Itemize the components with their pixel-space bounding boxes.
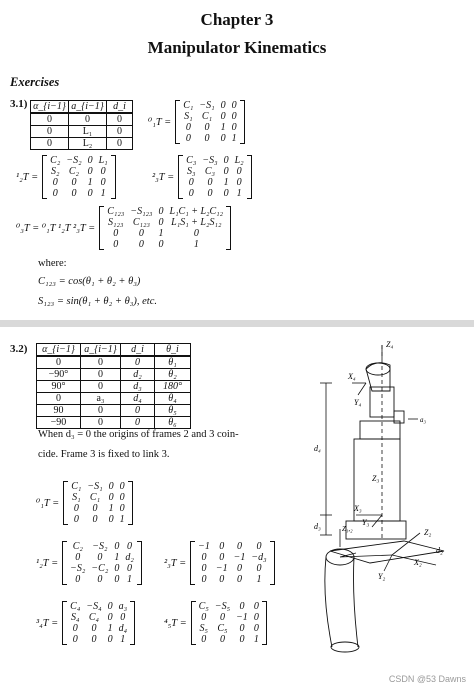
matrix-cell: 0 <box>108 481 114 492</box>
matrix-row <box>195 574 269 585</box>
matrix-cell: 0 <box>201 552 207 563</box>
table-row <box>37 356 191 369</box>
matrix-row <box>180 122 239 133</box>
matrix-body <box>63 481 132 525</box>
matrix-cell: −S₄ <box>86 601 102 612</box>
note-line-1: When d₃ = 0 the origins of frames 2 and 3 coin- <box>38 429 239 440</box>
matrix-cell: 0 <box>52 177 58 188</box>
matrix-cell: 0 <box>52 188 58 199</box>
matrix-cell: 0 <box>71 177 77 188</box>
matrix-row <box>68 481 127 492</box>
matrix-cell: 0 <box>87 155 93 166</box>
label-d2: d₂ <box>436 546 443 555</box>
matrix-row <box>180 111 239 122</box>
matrix-cell: C₂ <box>72 541 83 552</box>
matrix-cell: 0 <box>204 133 210 144</box>
matrix-cell: 0 <box>188 188 194 199</box>
matrix-cell: 0 <box>239 634 245 645</box>
matrix-cell: C₃ <box>186 155 197 166</box>
matrix-cell: 0 <box>207 188 213 199</box>
matrix-row <box>104 206 226 217</box>
matrix-cell: 0 <box>231 122 237 133</box>
matrix-cell: C₄ <box>88 612 100 623</box>
matrix-cell: 0 <box>220 133 226 144</box>
matrix-t12 <box>16 155 116 199</box>
matrix-cell: 0 <box>119 492 125 503</box>
matrix-cell: 0 <box>120 612 126 623</box>
matrix-cell: 0 <box>113 239 119 250</box>
base-column <box>325 557 358 647</box>
matrix-row <box>47 166 110 177</box>
chapter-number: Chapter 3 <box>200 10 274 29</box>
matrix-cell: 0 <box>100 166 106 177</box>
matrix-cell: 0 <box>73 514 79 525</box>
matrix-body <box>175 100 244 144</box>
matrix-cell: 1 <box>223 177 229 188</box>
matrix-cell: −1 <box>233 552 246 563</box>
matrix-t03 <box>16 206 231 250</box>
dh-cell: d₄ <box>121 393 155 405</box>
matrix-row <box>183 166 246 177</box>
matrix-cell: 0 <box>253 601 259 612</box>
matrix-cell: 0 <box>107 634 113 645</box>
matrix-body <box>191 601 267 645</box>
matrix-cell: 0 <box>127 541 133 552</box>
dh-cell: 0 <box>107 126 133 138</box>
matrix-cell: −d₃ <box>251 552 267 563</box>
matrix-cell: 0 <box>201 574 207 585</box>
matrix-lhs: ⁰₁T = <box>148 117 172 128</box>
matrix-cell: 0 <box>201 634 207 645</box>
matrix-row <box>47 177 110 188</box>
matrix-cell: −S₂ <box>70 563 86 574</box>
matrix-row <box>195 563 269 574</box>
matrix-row <box>68 514 127 525</box>
chapter-title: Manipulator Kinematics <box>147 38 327 57</box>
matrix-cell: 0 <box>97 574 103 585</box>
matrix-body <box>178 155 251 199</box>
matrix-cell: 0 <box>253 612 259 623</box>
dh-cell: θ₂ <box>155 369 191 381</box>
matrix-cell: 0 <box>237 574 243 585</box>
matrix-cell: 0 <box>75 574 81 585</box>
table-row <box>31 126 133 138</box>
matrix-cell: −C₂ <box>91 563 109 574</box>
matrix-cell: L₁S₁ + L₂S₁₂ <box>171 217 222 228</box>
matrix-cell: C₅ <box>198 601 209 612</box>
watermark: CSDN @53 Dawns <box>388 674 466 684</box>
matrix-cell: 0 <box>158 206 164 217</box>
exercises-heading: Exercises <box>10 75 60 89</box>
matrix-row <box>67 541 137 552</box>
dh-cell: 180° <box>155 381 191 393</box>
matrix-cell: 0 <box>219 612 225 623</box>
matrix-row <box>104 239 226 250</box>
matrix-row <box>180 133 239 144</box>
matrix-row <box>195 541 269 552</box>
matrix-body <box>62 541 142 585</box>
dh-cell: 0 <box>121 405 155 417</box>
matrix-row <box>180 100 239 111</box>
label-z3: Z₃ <box>372 474 380 483</box>
c123-definition: C₁₂₃ = cos(θ₁ + θ₂ + θ₃) <box>38 276 141 287</box>
matrix-cell: 0 <box>256 541 262 552</box>
matrix-cell: C₁ <box>183 100 194 111</box>
matrix-cell: 0 <box>92 503 98 514</box>
matrix-cell: 1 <box>87 177 93 188</box>
matrix-cell: 0 <box>114 574 120 585</box>
y2-axis <box>384 555 392 571</box>
matrix-cell: S₁ <box>72 492 81 503</box>
page-2 <box>0 327 474 688</box>
matrix-cell: C₁ <box>71 481 82 492</box>
dh-cell: d₂ <box>121 369 155 381</box>
matrix-lhs: ²₃T = <box>152 171 175 183</box>
dh-cell: 0 <box>31 138 69 150</box>
matrix-cell: −1 <box>215 563 228 574</box>
matrix-lhs: ⁴₅T = <box>164 617 187 629</box>
base-bottom <box>331 642 359 652</box>
matrix-cell: 0 <box>185 133 191 144</box>
matrix-cell: 0 <box>158 239 164 250</box>
dh-cell: 0 <box>121 356 155 369</box>
matrix-cell: a₃ <box>118 601 128 612</box>
dh-header: α_{i−1} <box>37 344 81 357</box>
dh-cell: 0 <box>31 113 69 126</box>
matrix-cell: 0 <box>158 217 164 228</box>
label-z12: Z₁,₂ <box>342 525 353 533</box>
matrix-row <box>104 217 226 228</box>
matrix-body <box>190 541 274 585</box>
dh-cell: 0 <box>37 393 81 405</box>
matrix-cell: 1 <box>100 188 106 199</box>
matrix-cell: 1 <box>108 503 114 514</box>
matrix-cell: L₁ <box>98 155 108 166</box>
matrix-cell: 0 <box>108 492 114 503</box>
matrix-cell: 0 <box>231 100 237 111</box>
matrix-cell: 0 <box>113 228 119 239</box>
matrix-cell: 0 <box>138 239 144 250</box>
matrix-row <box>67 612 130 623</box>
matrix-cell: 0 <box>92 514 98 525</box>
matrix-row <box>47 188 110 199</box>
matrix-cell: 0 <box>204 122 210 133</box>
matrix-cell: 0 <box>219 634 225 645</box>
matrix-cell: 0 <box>237 563 243 574</box>
matrix-cell: 0 <box>97 552 103 563</box>
matrix-cell: 1 <box>114 552 120 563</box>
matrix-row <box>68 503 127 514</box>
matrix-cell: C₁₂₃ <box>107 206 125 217</box>
matrix-cell: −S₁ <box>87 481 103 492</box>
matrix-lhs: ⁰₁T = <box>36 498 60 509</box>
matrix-cell: 0 <box>188 177 194 188</box>
matrix-cell: S₃ <box>187 166 196 177</box>
matrix-t12-3-2 <box>36 541 142 585</box>
matrix-cell: 0 <box>256 563 262 574</box>
dh-cell: a₃ <box>81 393 121 405</box>
matrix-row <box>196 634 262 645</box>
label-y4: Y₄ <box>354 398 362 407</box>
matrix-cell: C₁₂₃ <box>132 217 150 228</box>
link-2-arm <box>330 541 444 563</box>
table-row <box>37 393 191 405</box>
matrix-cell: 0 <box>87 166 93 177</box>
dh-header: d_i <box>107 101 133 114</box>
dh-header: α_{i−1} <box>31 101 69 114</box>
matrix-cell: 0 <box>201 563 207 574</box>
matrix-cell: 0 <box>75 552 81 563</box>
dh-cell: 0 <box>81 356 121 369</box>
matrix-cell: −S₂ <box>66 155 82 166</box>
matrix-body <box>42 155 115 199</box>
matrix-cell: 1 <box>231 133 237 144</box>
table-row <box>37 417 191 429</box>
matrix-cell: 0 <box>119 503 125 514</box>
matrix-cell: C₂ <box>68 166 80 177</box>
dh-cell: 0 <box>81 417 121 429</box>
matrix-cell: 0 <box>73 503 79 514</box>
dh-header: a_{i−1} <box>81 344 121 357</box>
matrix-cell: 0 <box>72 634 78 645</box>
matrix-row <box>47 155 110 166</box>
manipulator-figure <box>296 339 472 669</box>
dh-cell: 0 <box>121 417 155 429</box>
dh-cell: 0 <box>81 405 121 417</box>
matrix-row <box>67 623 130 634</box>
table-row <box>37 405 191 417</box>
where-label: where: <box>38 258 67 269</box>
dh-cell: θ₅ <box>155 405 191 417</box>
link-3-upper <box>360 421 400 439</box>
table-row <box>37 381 191 393</box>
matrix-cell: −S₅ <box>214 601 231 612</box>
matrix-cell: 0 <box>107 601 113 612</box>
matrix-row <box>196 623 262 634</box>
matrix-cell: 0 <box>185 122 191 133</box>
dh-cell: 0 <box>81 369 121 381</box>
matrix-cell: 1 <box>127 574 133 585</box>
matrix-cell: 0 <box>231 111 237 122</box>
link-3-lower <box>346 521 406 539</box>
matrix-t45-3-2 <box>164 601 267 645</box>
dh-table-body <box>37 356 191 429</box>
matrix-cell: 0 <box>253 623 259 634</box>
matrix-body <box>99 206 231 250</box>
dh-parameter-table-3-1 <box>30 100 133 150</box>
matrix-cell: d₄ <box>118 623 128 634</box>
label-z2: Z₂ <box>424 528 432 537</box>
matrix-lhs: ¹₂T = <box>16 171 39 183</box>
dh-header: a_{i−1} <box>69 101 107 114</box>
dh-cell: 0 <box>107 138 133 150</box>
table-row <box>31 138 133 150</box>
matrix-cell: −S₃ <box>202 155 218 166</box>
problem-label-3-2: 3.2) <box>10 343 28 355</box>
matrix-t23-3-2 <box>164 541 275 585</box>
matrix-cell: −S₂ <box>92 541 108 552</box>
wrist-top <box>366 363 390 375</box>
matrix-cell: C₂ <box>50 155 61 166</box>
dh-cell: θ₁ <box>155 356 191 369</box>
y4-axis <box>358 383 366 395</box>
label-x2: X₂ <box>414 558 422 567</box>
matrix-cell: 0 <box>236 166 242 177</box>
matrix-cell: d₂ <box>125 552 134 563</box>
dh-cell: L₂ <box>69 138 107 150</box>
label-d3: d₃ <box>314 522 321 531</box>
matrix-cell: 0 <box>219 574 225 585</box>
matrix-lhs: ³₄T = <box>36 617 59 629</box>
matrix-row <box>68 492 127 503</box>
matrix-cell: L₂ <box>234 155 244 166</box>
label-x3: X₃ <box>354 504 362 513</box>
matrix-lhs: ¹₂T = <box>36 557 59 569</box>
matrix-cell: 0 <box>223 188 229 199</box>
matrix-cell: 0 <box>239 601 245 612</box>
dh-cell: 90 <box>37 405 81 417</box>
label-d4: d₄ <box>314 444 321 453</box>
matrix-cell: 0 <box>239 623 245 634</box>
matrix-cell: 1 <box>253 634 259 645</box>
dh-cell: 0 <box>37 356 81 369</box>
dh-cell: d₃ <box>121 381 155 393</box>
label-y3: Y₃ <box>362 518 370 527</box>
matrix-cell: S₂ <box>51 166 60 177</box>
label-x4: X₄ <box>348 372 356 381</box>
matrix-row <box>104 228 226 239</box>
matrix-cell: 0 <box>220 100 226 111</box>
s123-definition: S₁₂₃ = sin(θ₁ + θ₂ + θ₃), etc. <box>38 296 157 307</box>
matrix-cell: 0 <box>219 541 225 552</box>
matrix-cell: 0 <box>87 188 93 199</box>
matrix-cell: S₄ <box>71 612 80 623</box>
matrix-cell: L₁C₁ + L₂C₁₂ <box>169 206 224 217</box>
matrix-row <box>67 563 137 574</box>
matrix-cell: S₁₂₃ <box>108 217 124 228</box>
matrix-cell: 0 <box>72 623 78 634</box>
matrix-t01 <box>148 100 245 144</box>
matrix-cell: 0 <box>114 541 120 552</box>
matrix-body <box>62 601 135 645</box>
matrix-cell: 0 <box>114 563 120 574</box>
matrix-cell: −S₁ <box>199 100 215 111</box>
matrix-cell: 1 <box>107 623 113 634</box>
matrix-cell: 0 <box>223 166 229 177</box>
matrix-cell: 1 <box>193 239 199 250</box>
matrix-cell: 1 <box>158 228 164 239</box>
matrix-row <box>195 552 269 563</box>
dh-cell: −90° <box>37 369 81 381</box>
table-row <box>37 369 191 381</box>
matrix-cell: 0 <box>108 514 114 525</box>
matrix-cell: C₅ <box>217 623 228 634</box>
page-1 <box>0 0 474 320</box>
matrix-row <box>67 601 130 612</box>
matrix-cell: 0 <box>236 177 242 188</box>
matrix-row <box>67 574 137 585</box>
matrix-cell: 0 <box>119 481 125 492</box>
dh-cell: 0 <box>69 113 107 126</box>
dh-cell: 0 <box>107 113 133 126</box>
matrix-cell: 0 <box>220 111 226 122</box>
matrix-cell: 1 <box>120 634 126 645</box>
dh-parameter-table-3-2 <box>36 343 191 429</box>
matrix-row <box>183 177 246 188</box>
matrix-cell: 1 <box>220 122 226 133</box>
matrix-lhs: ²₃T = <box>164 557 187 569</box>
matrix-cell: 1 <box>236 188 242 199</box>
dh-header: θ_i <box>155 344 191 357</box>
dh-cell: −90 <box>37 417 81 429</box>
dh-cell: 90° <box>37 381 81 393</box>
matrix-cell: 0 <box>193 228 199 239</box>
matrix-cell: 0 <box>91 623 97 634</box>
matrix-cell: 1 <box>256 574 262 585</box>
matrix-cell: C₄ <box>70 601 81 612</box>
label-a3: a₃ <box>420 416 426 424</box>
dh-header: d_i <box>121 344 155 357</box>
matrix-row <box>67 634 130 645</box>
label-z4: Z₄ <box>386 340 394 349</box>
matrix-cell: 0 <box>127 563 133 574</box>
matrix-cell: −S₁₂₃ <box>130 206 153 217</box>
matrix-cell: 0 <box>100 177 106 188</box>
matrix-cell: 0 <box>201 612 207 623</box>
matrix-cell: S₁ <box>184 111 193 122</box>
matrix-cell: S₅ <box>199 623 208 634</box>
matrix-cell: 0 <box>91 634 97 645</box>
matrix-cell: −1 <box>198 541 210 552</box>
matrix-row <box>67 552 137 563</box>
matrix-lhs: ⁰₃T = ⁰₁T ¹₂T ²₃T = <box>16 223 96 234</box>
matrix-cell: C₁ <box>201 111 213 122</box>
table-row <box>31 113 133 126</box>
matrix-row <box>196 612 262 623</box>
matrix-cell: 0 <box>138 228 144 239</box>
matrix-cell: 0 <box>237 541 243 552</box>
label-y2: Y₂ <box>378 572 386 581</box>
matrix-row <box>183 188 246 199</box>
matrix-row <box>183 155 246 166</box>
matrix-cell: C₁ <box>89 492 101 503</box>
matrix-cell: 0 <box>223 155 229 166</box>
dh-cell: 0 <box>81 381 121 393</box>
matrix-cell: 0 <box>207 177 213 188</box>
dh-cell: θ₄ <box>155 393 191 405</box>
matrix-t23 <box>152 155 252 199</box>
note-line-2: cide. Frame 3 is fixed to link 3. <box>38 449 170 460</box>
matrix-cell: C₃ <box>204 166 216 177</box>
dh-cell: L₁ <box>69 126 107 138</box>
matrix-cell: 1 <box>119 514 125 525</box>
matrix-cell: 0 <box>219 552 225 563</box>
dh-cell: θ₆ <box>155 417 191 429</box>
dh-cell: 0 <box>31 126 69 138</box>
problem-label-3-1: 3.1) <box>10 98 28 110</box>
matrix-t01-3-2 <box>36 481 133 525</box>
matrix-cell: 0 <box>71 188 77 199</box>
matrix-cell: 0 <box>107 612 113 623</box>
matrix-cell: −1 <box>236 612 248 623</box>
matrix-t34-3-2 <box>36 601 135 645</box>
matrix-row <box>196 601 262 612</box>
